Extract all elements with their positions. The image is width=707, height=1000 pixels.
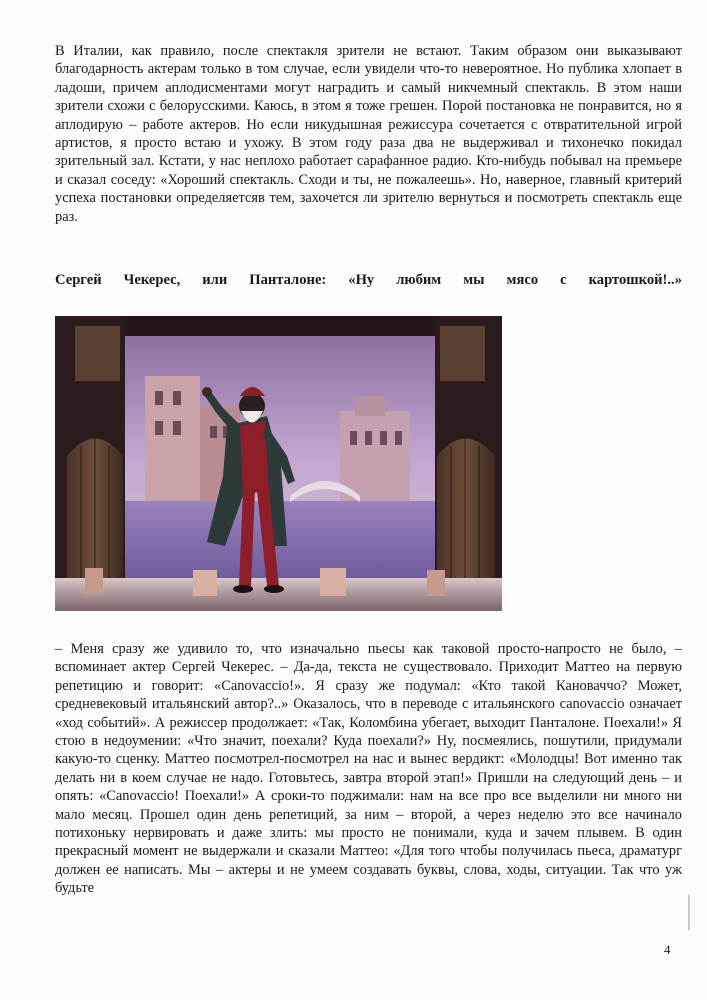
stage-photo-illustration [55,316,502,611]
body-paragraph: – Меня сразу же удивило то, что изначально пьесы как таковой просто-напросто не было, – вспоминает актер Сергей Чекерес. – Да-да, текста не существовало. Приходит Маттео на первую репетицию и говорит: «Canovaccio!». Я сразу же подумал: «Кто такой Кановаччо? Может, средневековый итальянский автор?..» Оказалось, что в переводе с итальянского canovaccio означает «ход событий». А режиссер продолжает: «Так, Коломбина убегает, выходит Панталоне. Поехали!» Я стою в недоумении: «Что значит, поехали? Куда поехали?» Ну, посмеялись, пошутили, придумали какую-то сценку. Маттео посмотрел-посмотрел на нас и вынес вердикт: «Молодцы! Вот именно так делать ни в коем случае не надо. Готовьтесь, завтра второй этап!» Пришли на следующий день – и опять: «Canovaccio! Поехали!» А сроки-то поджимали: нам на все про все выделили ни много ни мало месяц. Прошел один день репетиций, за ним – второй, а через неделю это все начинало потихоньку нервировать и даже злить: мы просто не понимали, куда и зачем плывем. В один прекрасный момент не выдержали и сказали Маттео: «Для того чтобы получилась пьеса, драматург должен ее написать. Мы – актеры и не умеем создавать буквы, слова, ходы, ситуации. Так что уж будьте [55,641,682,897]
scan-artifact [688,895,690,930]
body-paragraph: В Италии, как правило, после спектакля зрители не встают. Таким образом они выказывают благодарность актерам только в том случае, если увидели что-то невероятное. Но публика хлопает в ладоши, причем аплодисментами могут наградить и самый никчемный спектакль. В этом наши зрители схожи с белорусскими. Каюсь, в этом я тоже грешен. Порой постановка не понравится, но я аплодирую – работе актеров. Но если никудышная режиссура сочетается с отвратительной игрой артистов, я просто встаю и ухожу. В этом году раза два не выдерживал и тихонечко покидал зрительный зал. Кстати, у нас неплохо работает сарафанное радио. Кто-нибудь побывал на премьере и сказал соседу: «Хороший спектакль. Сходи и ты, не пожалеешь». Но, наверное, главный критерий успеха постановки определяетсяв тем, захочется ли зрителю вернуться и посмотреть спектакль еще раз. [55,43,682,225]
page-number: 4 [664,942,671,957]
stage-photo [55,316,502,611]
section-heading: Сергей Чекерес, или Панталоне: «Ну любим мы мясо с картошкой!..» [55,272,682,288]
